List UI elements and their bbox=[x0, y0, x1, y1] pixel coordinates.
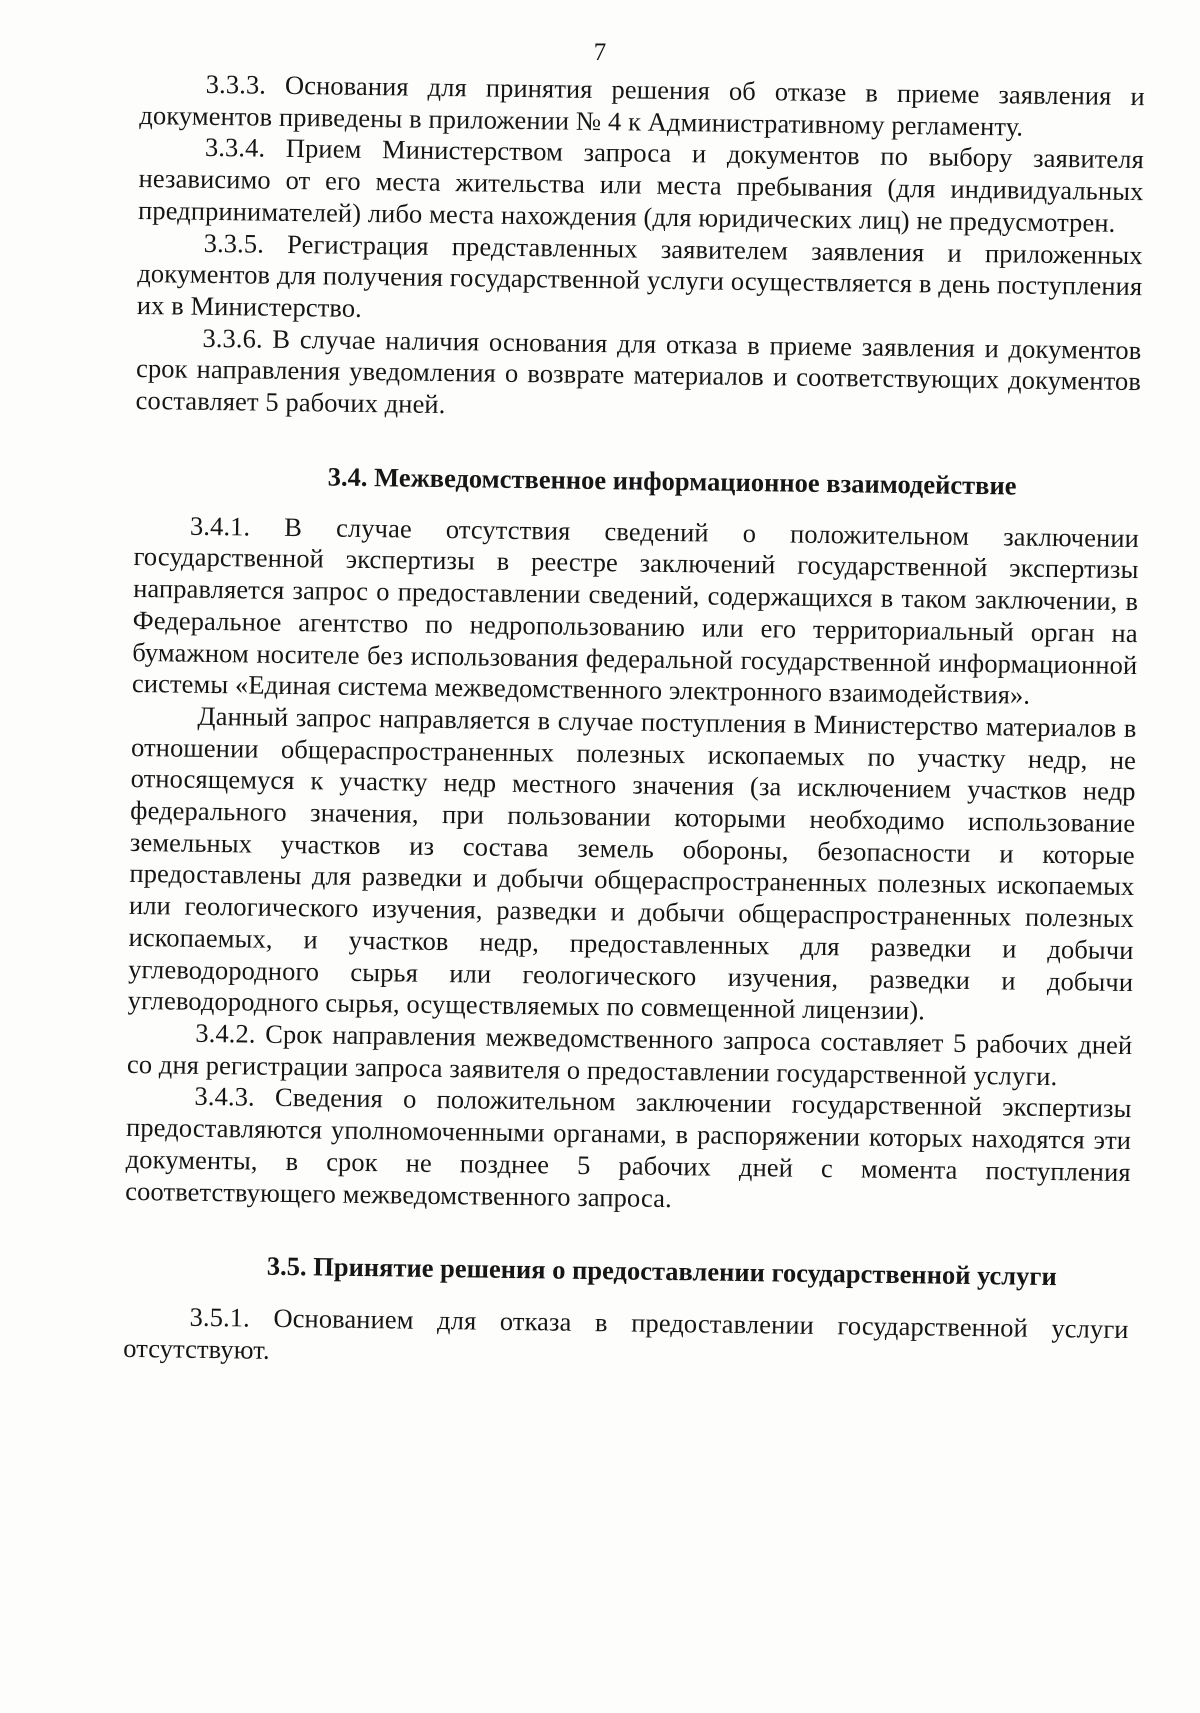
paragraph-3-4-1: 3.4.1. В случае отсутствия сведений о положительном заключении государственной экспертизы в реестре заключений государственной экспертизы направляется запрос о предоставлении сведений, содержащихся в таком заключении, в Федеральное агентство по недропользованию или его территориальный орган на бумажном носителе без использования федеральной государственной информационной системы «Единая система межведомственного электронного взаимодействия». bbox=[131, 510, 1140, 710]
document-body bbox=[123, 68, 1145, 1378]
section-heading-3-5: 3.5. Принятие решения о предоставлении государственной услуги bbox=[266, 1250, 1057, 1292]
section-heading-3-4: 3.4. Межведомственное информационное взаимодействие bbox=[327, 461, 1017, 501]
paragraph-3-3-6: 3.3.6. В случае наличия основания для отказа в приеме заявления и документов срок направления уведомления о возврате материалов и соответствующих документов составляет 5 рабочих дней. bbox=[135, 322, 1142, 420]
paragraph-3-3-4: 3.3.4. Прием Министерством запроса и документов по выбору заявителя независимо от его места жительства или места пребывания (для индивидуальных предпринимателей) либо места нахождения (для юридических лиц) не предусмотрен. bbox=[137, 132, 1145, 238]
paragraph-3-4-3: 3.4.3. Сведения о положительном заключении государственной экспертизы предоставляются уполномоченными органами, в распоряжении которых находятся эти документы, в срок не позднее 5 рабочих дней с момента поступления соответствующего межведомственного запроса. bbox=[125, 1081, 1132, 1213]
paragraph-3-3-5: 3.3.5. Регистрация представленных заявителем заявления и приложенных документов для получения государственной услуги осуществляется в день поступления их в Министерство. bbox=[136, 227, 1143, 323]
paragraph-3-4-2: 3.4.2. Срок направления межведомственного запроса составляет 5 рабочих дней со дня регистрации запроса заявителя о предоставлении государственной услуги. bbox=[126, 1017, 1133, 1091]
paragraph-3-4-1-continuation: Данный запрос направляется в случае поступления в Министерство материалов в отношении общераспространенных полезных ископаемых по участку недр, не относящемуся к участку недр местного значения (за исключением участков недр федерального значения, при пользовании которыми необходимо использование земельных участков из состава земель обороны, безопасности и которые предоставлены для разведки и добычи общераспространенных полезных ископаемых или геологического изучения, разведки и добычи общераспространенных полезных ископаемых, и участков недр, предоставленных для разведки и добычи углеводородного сырья или геологического изучения, разведки и добычи углеводородного сырья, осуществляемых по совмещенной лицензии). bbox=[127, 700, 1137, 1026]
paragraph-3-3-3: 3.3.3. Основания для принятия решения об отказе в приеме заявления и документов приведены в приложении № 4 к Административному регламенту. bbox=[139, 68, 1145, 142]
paragraph-3-5-1: 3.5.1. Основанием для отказа в предоставлении государственной услуги отсутствуют. bbox=[123, 1301, 1129, 1365]
page-number: 7 bbox=[593, 39, 607, 66]
